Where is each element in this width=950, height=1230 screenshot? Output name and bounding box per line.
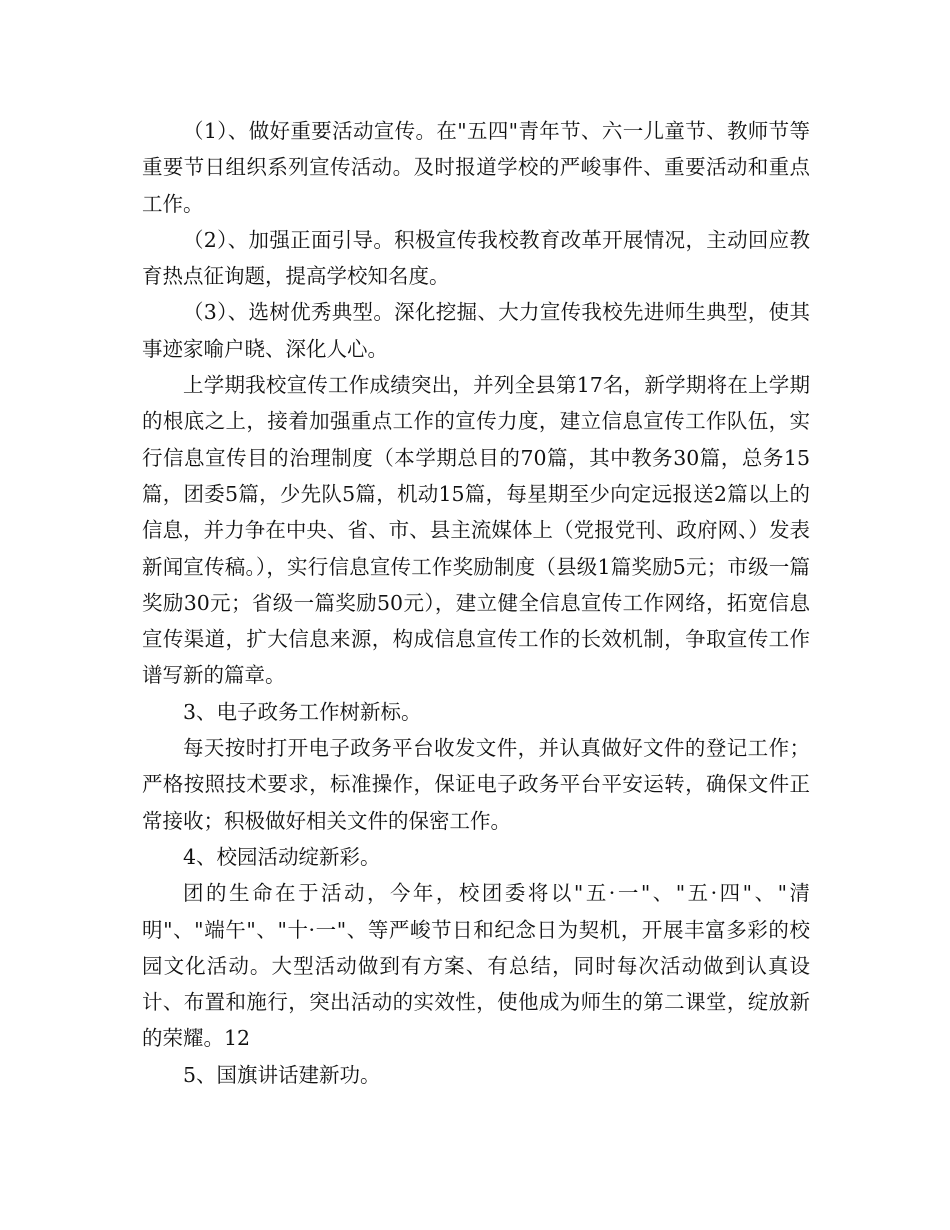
paragraph-model-figures: （3）、选树优秀典型。深化挖掘、大力宣传我校先进师生典型，使其事迹家喻户晓、深化人心。: [142, 300, 810, 361]
heading-flag-speech: 5、国旗讲话建新功。: [183, 1062, 381, 1087]
heading-campus-activities: 4、校园活动绽新彩。: [183, 844, 381, 869]
paragraph-publicity-work: 上学期我校宣传工作成绩突出，并列全县第17名，新学期将在上学期的根底之上，接着加强重点工作的宣传力度，建立信息宣传工作队伍，实行信息宣传目的治理制度（本学期总目的70篇，其中教务30篇，总务15篇，团委5篇，少先队5篇，机动15篇，每星期至少向定远报送2篇以上的信息，并力争在中央、省、市、县主流媒体上（党报党刊、政府网、）发表新闻宣传稿。），实行信息宣传工作奖励制度（县级1篇奖励5元；市级一篇奖励30元；省级一篇奖励50元），建立健全信息宣传工作网络，拓宽信息宣传渠道，扩大信息来源，构成信息宣传工作的长效机制，争取宣传工作谱写新的篇章。: [142, 373, 810, 688]
document-body: [142, 113, 810, 1093]
paragraph-positive-guidance: （2）、加强正面引导。积极宣传我校教育改革开展情况，主动回应教育热点征询题，提高学校知名度。: [142, 227, 810, 289]
heading-e-government: 3、电子政务工作树新标。: [183, 699, 422, 724]
paragraph-campus-activities: 团的生命在于活动，今年，校团委将以"五·一"、"五·四"、"清明"、"端午"、"十·一"、等严峻节日和纪念日为契机，开展丰富多彩的校园文化活动。大型活动做到有方案、有总结，同时每次活动做到认真设计、布置和施行，突出活动的实效性，使他成为师生的第二课堂，绽放新的荣耀。12: [142, 881, 810, 1051]
paragraph-important-activities: （1）、做好重要活动宣传。在"五四"青年节、六一儿童节、教师节等重要节日组织系列宣传活动。及时报道学校的严峻事件、重要活动和重点工作。: [142, 119, 810, 216]
paragraph-e-government: 每天按时打开电子政务平台收发文件，并认真做好文件的登记工作；严格按照技术要求，标准操作，保证电子政务平台平安运转，确保文件正常接收；积极做好相关文件的保密工作。: [142, 736, 810, 833]
